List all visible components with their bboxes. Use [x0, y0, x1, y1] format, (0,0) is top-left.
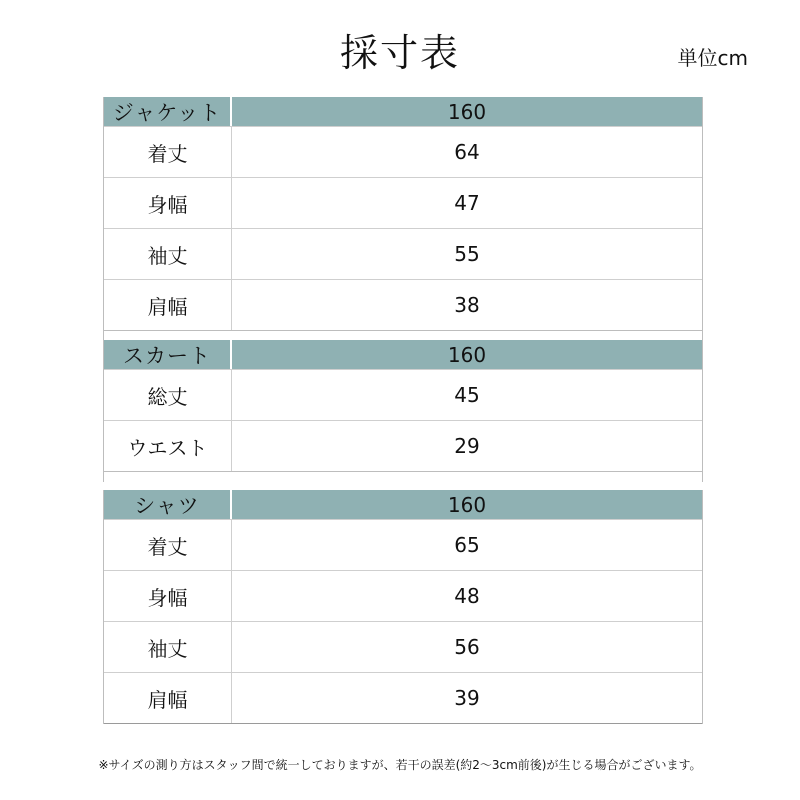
measure-value: 65: [454, 533, 480, 557]
table-header: [104, 340, 702, 369]
measure-label: ウエスト: [104, 421, 232, 471]
table-row: [104, 420, 702, 471]
size-label: 160: [447, 99, 487, 124]
table-row: [104, 126, 702, 177]
disclaimer-note: ※サイズの測り方はスタッフ間で統一しておりますが、若干の誤差(約2～3cm前後)が生じる場合がございます。: [98, 758, 702, 772]
measure-value: 48: [454, 584, 480, 608]
section-name: ジャケット: [104, 97, 232, 126]
measure-label: 肩幅: [104, 673, 232, 723]
measure-value: 56: [454, 635, 480, 659]
measure-label: 袖丈: [104, 229, 232, 279]
measure-value: 38: [454, 293, 480, 317]
table-spacer: [104, 471, 702, 482]
measure-label: 身幅: [104, 178, 232, 228]
table-header: [104, 490, 702, 519]
size-table-shirt: [103, 490, 703, 724]
table-row: [104, 519, 702, 570]
measure-label: 袖丈: [104, 622, 232, 672]
measure-label: 着丈: [104, 127, 232, 177]
measure-label: 身幅: [104, 571, 232, 621]
page-title: 採寸表: [339, 31, 460, 75]
table-row: [104, 177, 702, 228]
unit-label: 単位cm: [677, 46, 748, 70]
section-name: スカート: [104, 340, 232, 369]
measure-value: 64: [454, 140, 480, 164]
table-bottom-border: [104, 723, 702, 724]
measure-label: 肩幅: [104, 280, 232, 330]
size-label: 160: [447, 492, 487, 517]
measure-value: 39: [454, 686, 480, 710]
table-row: [104, 279, 702, 330]
table-row: [104, 228, 702, 279]
table-row: [104, 621, 702, 672]
measure-label: 総丈: [104, 370, 232, 420]
measure-label: 着丈: [104, 520, 232, 570]
measure-value: 55: [454, 242, 480, 266]
size-table-jacket: [103, 97, 703, 341]
measure-value: 47: [454, 191, 480, 215]
size-label: 160: [447, 342, 487, 367]
measure-value: 45: [454, 383, 480, 407]
table-row: [104, 570, 702, 621]
measure-value: 29: [454, 434, 480, 458]
section-name: シャツ: [104, 490, 232, 519]
table-row: [104, 369, 702, 420]
table-header: [104, 97, 702, 126]
table-row: [104, 672, 702, 723]
size-table-skirt: [103, 340, 703, 482]
